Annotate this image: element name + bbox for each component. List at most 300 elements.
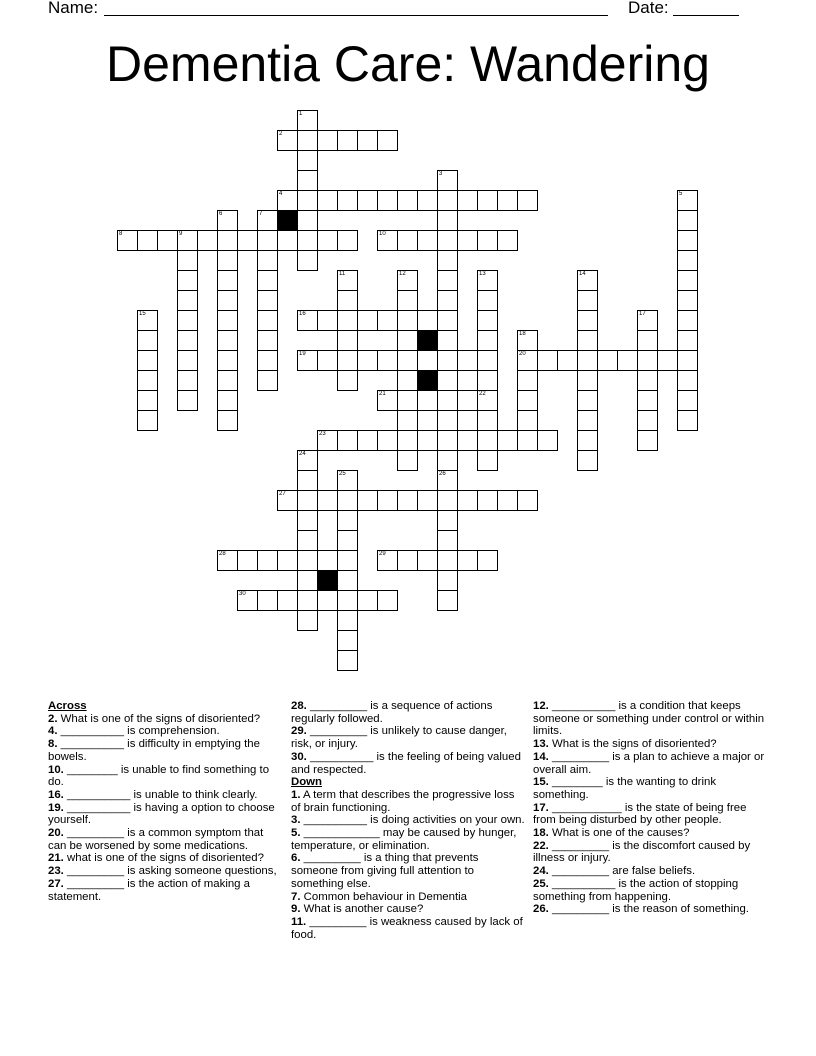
- clue-item: [291, 789, 526, 814]
- grid-cell[interactable]: [517, 390, 538, 411]
- grid-cell[interactable]: [437, 250, 458, 271]
- clue-number: 13.: [533, 738, 549, 751]
- grid-cell[interactable]: [217, 550, 238, 571]
- grid-cell[interactable]: [477, 410, 498, 431]
- grid-cell[interactable]: [677, 310, 698, 331]
- grid-cell[interactable]: [197, 230, 218, 251]
- grid-cell[interactable]: [297, 190, 318, 211]
- grid-cell[interactable]: [177, 250, 198, 271]
- grid-cell[interactable]: [437, 550, 458, 571]
- grid-cell[interactable]: [137, 230, 158, 251]
- clue-number: 2: [279, 131, 283, 137]
- grid-cell[interactable]: [577, 410, 598, 431]
- grid-cell[interactable]: [297, 210, 318, 231]
- grid-cell[interactable]: [317, 590, 338, 611]
- grid-cell[interactable]: [457, 230, 478, 251]
- grid-cell[interactable]: [257, 370, 278, 391]
- grid-cell[interactable]: [297, 590, 318, 611]
- black-square: [417, 330, 438, 351]
- grid-cell[interactable]: [357, 590, 378, 611]
- clue-item: [291, 891, 526, 904]
- grid-cell[interactable]: [397, 430, 418, 451]
- grid-cell[interactable]: [637, 310, 658, 331]
- grid-cell[interactable]: [257, 270, 278, 291]
- grid-cell[interactable]: [217, 290, 238, 311]
- grid-cell[interactable]: [357, 310, 378, 331]
- grid-cell[interactable]: [337, 310, 358, 331]
- grid-cell[interactable]: [477, 270, 498, 291]
- clue-text: __________ is difficulty in emptying the bowels.: [48, 738, 260, 763]
- grid-cell[interactable]: [677, 330, 698, 351]
- grid-cell[interactable]: [577, 290, 598, 311]
- grid-cell[interactable]: [337, 630, 358, 651]
- grid-cell[interactable]: [397, 270, 418, 291]
- grid-cell[interactable]: [677, 230, 698, 251]
- clue-item: [48, 878, 283, 903]
- clue-text: A term that describes the progressive loss of brain functioning.: [291, 788, 515, 814]
- grid-cell[interactable]: [437, 170, 458, 191]
- grid-cell[interactable]: [277, 130, 298, 151]
- clue-number: 1: [299, 111, 303, 117]
- grid-cell[interactable]: [517, 490, 538, 511]
- grid-cell[interactable]: [377, 490, 398, 511]
- clue-number: 10: [379, 231, 386, 237]
- grid-cell[interactable]: [357, 130, 378, 151]
- clue-number: 15.: [533, 776, 549, 789]
- grid-cell[interactable]: [437, 510, 458, 531]
- clue-item: [533, 903, 768, 916]
- clue-text: what is one of the signs of disoriented?: [63, 852, 264, 865]
- grid-cell[interactable]: [217, 310, 238, 331]
- grid-cell[interactable]: [217, 210, 238, 231]
- grid-cell[interactable]: [337, 490, 358, 511]
- grid-cell[interactable]: [297, 310, 318, 331]
- grid-cell[interactable]: [177, 350, 198, 371]
- grid-cell[interactable]: [437, 210, 458, 231]
- grid-cell[interactable]: [377, 350, 398, 371]
- grid-cell[interactable]: [637, 370, 658, 391]
- grid-cell[interactable]: [177, 290, 198, 311]
- grid-cell[interactable]: [417, 550, 438, 571]
- grid-cell[interactable]: [417, 430, 438, 451]
- clue-item: [48, 789, 283, 802]
- grid-cell[interactable]: [437, 190, 458, 211]
- grid-cell[interactable]: [517, 350, 538, 371]
- grid-cell[interactable]: [217, 250, 238, 271]
- grid-cell[interactable]: [297, 450, 318, 471]
- grid-cell[interactable]: [637, 390, 658, 411]
- grid-cell[interactable]: [617, 350, 638, 371]
- grid-cell[interactable]: [577, 390, 598, 411]
- grid-cell[interactable]: [577, 270, 598, 291]
- clue-number: 14: [579, 271, 586, 277]
- grid-cell[interactable]: [437, 310, 458, 331]
- grid-cell[interactable]: [577, 330, 598, 351]
- grid-cell[interactable]: [477, 370, 498, 391]
- grid-cell[interactable]: [177, 390, 198, 411]
- clue-text: Common behaviour in Dementia: [300, 890, 468, 903]
- grid-cell[interactable]: [377, 390, 398, 411]
- grid-cell[interactable]: [477, 390, 498, 411]
- grid-cell[interactable]: [677, 370, 698, 391]
- clue-number: 30.: [291, 750, 307, 763]
- clue-text: What is another cause?: [300, 903, 424, 916]
- grid-cell[interactable]: [577, 450, 598, 471]
- grid-cell[interactable]: [437, 370, 458, 391]
- grid-cell[interactable]: [217, 390, 238, 411]
- grid-cell[interactable]: [457, 550, 478, 571]
- grid-cell[interactable]: [277, 550, 298, 571]
- grid-cell[interactable]: [597, 350, 618, 371]
- grid-cell[interactable]: [477, 310, 498, 331]
- clue-text: _________ is the action of making a statement.: [48, 877, 251, 903]
- grid-cell[interactable]: [137, 390, 158, 411]
- grid-cell[interactable]: [477, 550, 498, 571]
- grid-cell[interactable]: [357, 490, 378, 511]
- clue-number: 3.: [291, 814, 301, 827]
- grid-cell[interactable]: [437, 470, 458, 491]
- grid-cell[interactable]: [417, 230, 438, 251]
- grid-cell[interactable]: [677, 350, 698, 371]
- grid-cell[interactable]: [437, 450, 458, 471]
- grid-cell[interactable]: [577, 370, 598, 391]
- grid-cell[interactable]: [257, 310, 278, 331]
- grid-cell[interactable]: [317, 130, 338, 151]
- grid-cell[interactable]: [297, 510, 318, 531]
- clue-item: [291, 814, 526, 827]
- grid-cell[interactable]: [317, 430, 338, 451]
- grid-cell[interactable]: [397, 350, 418, 371]
- grid-cell[interactable]: [137, 310, 158, 331]
- grid-cell[interactable]: [257, 290, 278, 311]
- clue-number: 16.: [48, 788, 64, 801]
- grid-cell[interactable]: [317, 310, 338, 331]
- grid-cell[interactable]: [457, 430, 478, 451]
- grid-cell[interactable]: [277, 590, 298, 611]
- grid-cell[interactable]: [577, 430, 598, 451]
- grid-cell[interactable]: [337, 330, 358, 351]
- grid-cell[interactable]: [497, 490, 518, 511]
- grid-cell[interactable]: [257, 590, 278, 611]
- grid-cell[interactable]: [297, 350, 318, 371]
- grid-cell[interactable]: [637, 430, 658, 451]
- grid-cell[interactable]: [297, 550, 318, 571]
- grid-cell[interactable]: [337, 270, 358, 291]
- grid-cell[interactable]: [377, 590, 398, 611]
- grid-cell[interactable]: [577, 350, 598, 371]
- clue-text: _________ is unlikely to cause danger, risk, or injury.: [291, 725, 507, 751]
- clue-item: [48, 827, 283, 852]
- grid-cell[interactable]: [397, 310, 418, 331]
- grid-cell[interactable]: [177, 330, 198, 351]
- grid-cell[interactable]: [457, 390, 478, 411]
- black-square: [317, 570, 338, 591]
- grid-cell[interactable]: [437, 530, 458, 551]
- grid-cell[interactable]: [357, 190, 378, 211]
- grid-cell[interactable]: [397, 390, 418, 411]
- grid-cell[interactable]: [537, 350, 558, 371]
- grid-cell[interactable]: [557, 350, 578, 371]
- grid-cell[interactable]: [397, 330, 418, 351]
- clue-number: 25: [339, 471, 346, 477]
- grid-cell[interactable]: [317, 230, 338, 251]
- grid-cell[interactable]: [537, 430, 558, 451]
- grid-cell[interactable]: [497, 430, 518, 451]
- clue-number: 24.: [533, 865, 549, 878]
- clue-number: 19.: [48, 801, 64, 814]
- grid-cell[interactable]: [417, 490, 438, 511]
- grid-cell[interactable]: [257, 550, 278, 571]
- grid-cell[interactable]: [417, 190, 438, 211]
- grid-cell[interactable]: [397, 410, 418, 431]
- grid-cell[interactable]: [437, 230, 458, 251]
- grid-cell[interactable]: [237, 230, 258, 251]
- grid-cell[interactable]: [277, 230, 298, 251]
- grid-cell[interactable]: [337, 290, 358, 311]
- clue-text: What is one of the causes?: [548, 827, 690, 840]
- clue-number: 29.: [291, 725, 307, 738]
- grid-cell[interactable]: [677, 210, 698, 231]
- clue-number: 14.: [533, 750, 549, 763]
- grid-cell[interactable]: [337, 190, 358, 211]
- clue-number: 23.: [48, 865, 64, 878]
- grid-cell[interactable]: [397, 550, 418, 571]
- grid-cell[interactable]: [417, 350, 438, 371]
- clue-number: 29: [379, 551, 386, 557]
- clue-number: 10.: [48, 763, 64, 776]
- grid-cell[interactable]: [337, 230, 358, 251]
- grid-cell[interactable]: [357, 430, 378, 451]
- grid-cell[interactable]: [217, 270, 238, 291]
- grid-cell[interactable]: [477, 490, 498, 511]
- grid-cell[interactable]: [437, 350, 458, 371]
- clue-item: [291, 852, 526, 890]
- grid-cell[interactable]: [177, 310, 198, 331]
- clue-item: [48, 725, 283, 738]
- grid-cell[interactable]: [437, 270, 458, 291]
- grid-cell[interactable]: [577, 310, 598, 331]
- clue-item: [533, 738, 768, 751]
- grid-cell[interactable]: [677, 390, 698, 411]
- grid-cell[interactable]: [257, 250, 278, 271]
- grid-cell[interactable]: [497, 230, 518, 251]
- grid-cell[interactable]: [297, 250, 318, 271]
- grid-cell[interactable]: [517, 370, 538, 391]
- grid-cell[interactable]: [337, 650, 358, 671]
- grid-cell[interactable]: [417, 390, 438, 411]
- clue-item: [533, 865, 768, 878]
- grid-cell[interactable]: [217, 350, 238, 371]
- grid-cell[interactable]: [677, 190, 698, 211]
- grid-cell[interactable]: [397, 490, 418, 511]
- grid-cell[interactable]: [437, 490, 458, 511]
- grid-cell[interactable]: [657, 350, 678, 371]
- clue-number: 8.: [48, 738, 58, 751]
- grid-cell[interactable]: [437, 590, 458, 611]
- grid-cell[interactable]: [477, 190, 498, 211]
- clue-number: 15: [139, 311, 146, 317]
- grid-cell[interactable]: [337, 470, 358, 491]
- page-title: Dementia Care: Wandering: [106, 36, 710, 92]
- clue-item: [533, 840, 768, 865]
- grid-cell[interactable]: [377, 430, 398, 451]
- grid-cell[interactable]: [377, 130, 398, 151]
- grid-cell[interactable]: [317, 190, 338, 211]
- grid-cell[interactable]: [297, 170, 318, 191]
- grid-cell[interactable]: [277, 490, 298, 511]
- grid-cell[interactable]: [237, 590, 258, 611]
- clue-item: [533, 827, 768, 840]
- grid-cell[interactable]: [477, 230, 498, 251]
- clue-item: [291, 751, 526, 776]
- clue-text: __________ is unable to think clearly.: [63, 788, 258, 801]
- grid-cell[interactable]: [157, 230, 178, 251]
- grid-cell[interactable]: [517, 330, 538, 351]
- clue-number: 6: [219, 211, 223, 217]
- clue-number: 13: [479, 271, 486, 277]
- grid-cell[interactable]: [337, 350, 358, 371]
- grid-cell[interactable]: [517, 430, 538, 451]
- grid-cell[interactable]: [297, 610, 318, 631]
- clue-number: 9.: [291, 903, 301, 916]
- grid-cell[interactable]: [177, 370, 198, 391]
- grid-cell[interactable]: [277, 190, 298, 211]
- clue-text: __________ is doing activities on your own.: [300, 814, 525, 827]
- grid-cell[interactable]: [437, 390, 458, 411]
- grid-cell[interactable]: [137, 410, 158, 431]
- clue-number: 26.: [533, 903, 549, 916]
- grid-cell[interactable]: [397, 190, 418, 211]
- grid-cell[interactable]: [337, 430, 358, 451]
- grid-cell[interactable]: [397, 230, 418, 251]
- grid-cell[interactable]: [117, 230, 138, 251]
- grid-cell[interactable]: [217, 230, 238, 251]
- clue-item: [533, 700, 768, 738]
- grid-cell[interactable]: [397, 290, 418, 311]
- clue-number: 12: [399, 271, 406, 277]
- clues-column-2: [291, 700, 526, 941]
- grid-cell[interactable]: [377, 230, 398, 251]
- grid-cell[interactable]: [237, 550, 258, 571]
- grid-cell[interactable]: [517, 410, 538, 431]
- clue-heading: Across: [48, 700, 87, 712]
- grid-cell[interactable]: [297, 130, 318, 151]
- clue-number: 11: [339, 271, 346, 277]
- grid-cell[interactable]: [217, 410, 238, 431]
- grid-cell[interactable]: [377, 190, 398, 211]
- grid-cell[interactable]: [497, 190, 518, 211]
- grid-cell[interactable]: [257, 350, 278, 371]
- grid-cell[interactable]: [397, 450, 418, 471]
- grid-cell[interactable]: [457, 350, 478, 371]
- grid-cell[interactable]: [437, 430, 458, 451]
- grid-cell[interactable]: [337, 610, 358, 631]
- clue-number: 18.: [533, 827, 549, 840]
- clue-number: 26: [439, 471, 446, 477]
- clue-number: 2.: [48, 712, 58, 725]
- grid-cell[interactable]: [297, 490, 318, 511]
- grid-cell[interactable]: [337, 130, 358, 151]
- clue-text: What is the signs of disoriented?: [548, 738, 717, 751]
- grid-cell[interactable]: [477, 430, 498, 451]
- grid-cell[interactable]: [317, 350, 338, 371]
- grid-cell[interactable]: [677, 290, 698, 311]
- grid-cell[interactable]: [477, 290, 498, 311]
- grid-cell[interactable]: [337, 590, 358, 611]
- grid-cell[interactable]: [477, 330, 498, 351]
- grid-cell[interactable]: [477, 350, 498, 371]
- grid-cell[interactable]: [457, 190, 478, 211]
- grid-cell[interactable]: [217, 330, 238, 351]
- grid-cell[interactable]: [457, 490, 478, 511]
- grid-cell[interactable]: [517, 190, 538, 211]
- grid-cell[interactable]: [677, 270, 698, 291]
- clue-number: 24: [299, 451, 306, 457]
- clue-text: _________ is asking someone questions,: [63, 865, 277, 878]
- grid-cell[interactable]: [297, 530, 318, 551]
- clue-number: 27: [279, 491, 286, 497]
- grid-cell[interactable]: [317, 550, 338, 571]
- grid-cell[interactable]: [317, 490, 338, 511]
- grid-cell[interactable]: [677, 250, 698, 271]
- grid-cell[interactable]: [637, 330, 658, 351]
- clue-number: 7.: [291, 890, 301, 903]
- grid-cell[interactable]: [337, 510, 358, 531]
- grid-cell[interactable]: [677, 410, 698, 431]
- clue-number: 22: [479, 391, 486, 397]
- grid-cell[interactable]: [297, 110, 318, 131]
- grid-cell[interactable]: [137, 330, 158, 351]
- grid-cell[interactable]: [477, 450, 498, 471]
- name-label: Name:: [48, 0, 99, 17]
- grid-cell[interactable]: [397, 370, 418, 391]
- grid-cell[interactable]: [337, 370, 358, 391]
- grid-cell[interactable]: [437, 410, 458, 431]
- grid-cell[interactable]: [137, 370, 158, 391]
- grid-cell[interactable]: [637, 410, 658, 431]
- clue-item: [48, 764, 283, 789]
- grid-cell[interactable]: [357, 350, 378, 371]
- grid-cell[interactable]: [257, 210, 278, 231]
- grid-cell[interactable]: [377, 310, 398, 331]
- clue-number: 7: [259, 211, 263, 217]
- grid-cell[interactable]: [297, 570, 318, 591]
- grid-cell[interactable]: [637, 350, 658, 371]
- clue-number: 27.: [48, 877, 64, 890]
- grid-cell[interactable]: [337, 530, 358, 551]
- grid-cell[interactable]: [337, 550, 358, 571]
- clue-text: _________ is a thing that prevents someone from giving full attention to something else.: [291, 852, 479, 890]
- grid-cell[interactable]: [337, 570, 358, 591]
- grid-cell[interactable]: [297, 470, 318, 491]
- grid-cell[interactable]: [177, 270, 198, 291]
- grid-cell[interactable]: [257, 330, 278, 351]
- grid-cell[interactable]: [297, 150, 318, 171]
- grid-cell[interactable]: [217, 370, 238, 391]
- grid-cell[interactable]: [437, 570, 458, 591]
- grid-cell[interactable]: [177, 230, 198, 251]
- grid-cell[interactable]: [257, 230, 278, 251]
- grid-cell[interactable]: [417, 310, 438, 331]
- grid-cell[interactable]: [377, 550, 398, 571]
- grid-cell[interactable]: [437, 290, 458, 311]
- clue-number: 23: [319, 431, 326, 437]
- clue-number: 28: [219, 551, 226, 557]
- grid-cell[interactable]: [437, 330, 458, 351]
- grid-cell[interactable]: [137, 350, 158, 371]
- clue-number: 20: [519, 351, 526, 357]
- grid-cell[interactable]: [297, 230, 318, 251]
